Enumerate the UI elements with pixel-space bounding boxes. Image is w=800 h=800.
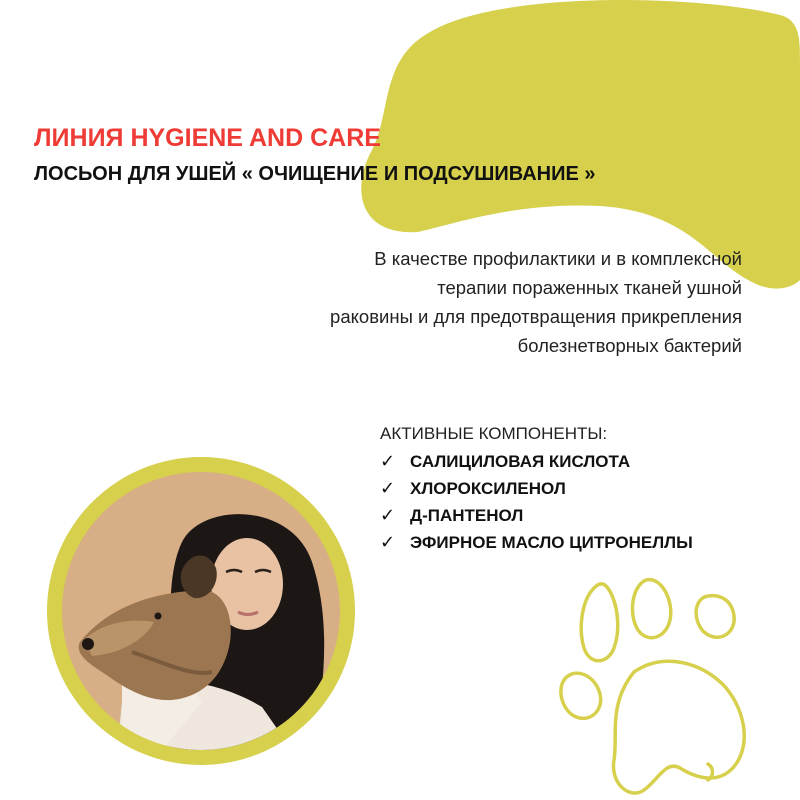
components-heading: АКТИВНЫЕ КОМПОНЕНТЫ: [380,424,608,443]
product-line-title: ЛИНИЯ HYGIENE AND CARE [34,124,381,152]
description-line: раковины и для предотвращения прикрепления [330,306,742,327]
product-description [142,244,742,360]
component-item [380,448,693,475]
product-title: ЛОСЬОН ДЛЯ УШЕЙ « ОЧИЩЕНИЕ И ПОДСУШИВАНИЕ » [34,163,596,185]
check-icon: ✓ [380,532,396,552]
woman-with-dog-photo [62,472,340,750]
description-line: В качестве профилактики и в комплексной [374,248,742,269]
component-label: ХЛОРОКСИЛЕНОЛ [410,478,566,498]
description-line: терапии пораженных тканей ушной [437,277,742,298]
check-icon: ✓ [380,451,396,471]
description-line: болезнетворных бактерий [517,335,742,356]
component-item [380,529,693,556]
paw-print-icon [548,568,788,800]
component-label: Д-ПАНТЕНОЛ [410,505,524,525]
check-icon: ✓ [380,505,396,525]
component-label: ЭФИРНОЕ МАСЛО ЦИТРОНЕЛЛЫ [410,532,693,552]
component-label: САЛИЦИЛОВАЯ КИСЛОТА [410,451,631,471]
component-item [380,502,693,529]
check-icon: ✓ [380,478,396,498]
component-item [380,475,693,502]
active-components [380,424,693,556]
